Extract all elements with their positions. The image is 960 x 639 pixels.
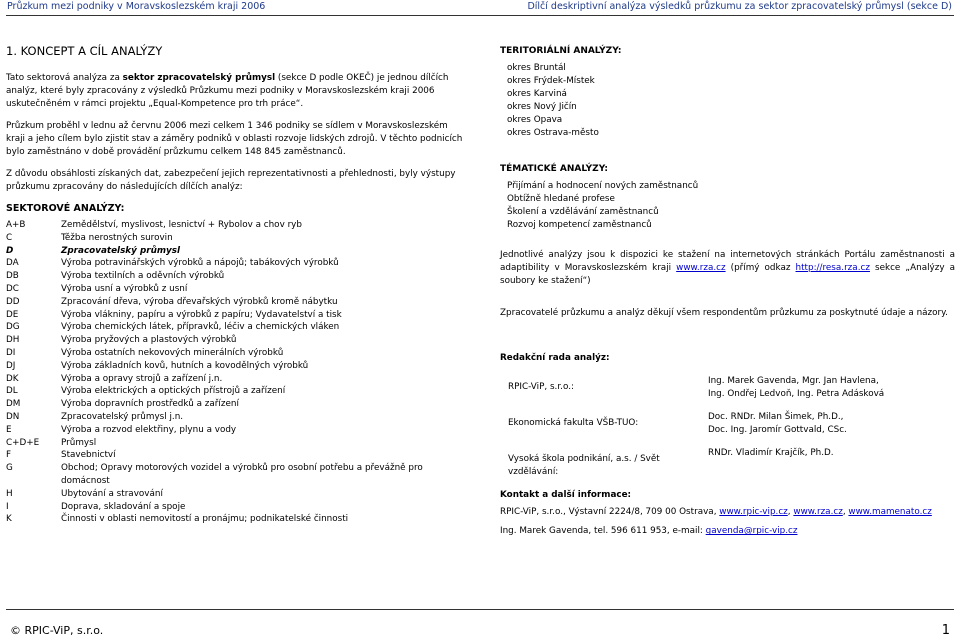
board-row	[508, 447, 955, 479]
sector-row	[6, 462, 464, 488]
sector-code: DE	[6, 309, 19, 320]
sector-code: DB	[6, 271, 19, 282]
sector-row	[6, 424, 464, 437]
contact-line-2	[500, 525, 955, 538]
sectoral-title: SEKTOROVÉ ANALÝZY:	[6, 203, 125, 214]
sector-code: DA	[6, 258, 19, 269]
download-text-c: sekce „Analýzy a soubory ke stažení“)	[500, 263, 956, 287]
territorial-list	[500, 62, 955, 140]
territorial-item: okres Karviná	[507, 89, 567, 99]
intro-text-a: Tato sektorová analýza za	[6, 73, 123, 83]
sector-code: DK	[6, 373, 19, 384]
mamenato-link[interactable]: www.mamenato.cz	[848, 507, 932, 518]
board-members	[708, 447, 955, 479]
thematic-item: Školení a vzdělávání zaměstnanců	[507, 207, 659, 217]
sector-code: DL	[6, 386, 18, 397]
sector-code: DJ	[6, 360, 16, 371]
header-right-title: Dílčí deskriptivní analýza výsledků průzkumu za sektor zpracovatelský průmysl (sekce D)	[527, 1, 952, 12]
sector-label: Zemědělství, myslivost, lesnictví + Rybolov a chov ryb	[61, 220, 302, 230]
board-member: RNDr. Vladimír Krajčík, Ph.D.	[708, 448, 834, 459]
rpic-link[interactable]: www.rpic-vip.cz	[719, 507, 788, 518]
sector-row	[6, 398, 464, 411]
sector-code: C+D+E	[6, 437, 40, 448]
contact-phone: Ing. Marek Gavenda, tel. 596 611 953, e-mail:	[500, 526, 706, 537]
sector-row	[6, 245, 464, 258]
section-title: 1. KONCEPT A CÍL ANALÝZY	[6, 44, 163, 58]
sector-code: DC	[6, 283, 19, 294]
sector-label: Výroba a rozvod elektřiny, plynu a vody	[61, 424, 237, 435]
intro-paragraph-1	[6, 72, 464, 111]
sector-row	[6, 385, 464, 398]
contact-sep-2: ,	[842, 507, 849, 518]
board-member: Doc. RNDr. Milan Šimek, Ph.D.,	[708, 412, 844, 423]
sector-label: Stavebnictví	[61, 450, 116, 461]
sector-label: Výroba pryžových a plastových výrobků	[61, 335, 237, 346]
board-members	[708, 411, 955, 437]
sector-code: F	[6, 450, 12, 461]
board-members	[708, 375, 955, 401]
resa-link[interactable]: http://resa.rza.cz	[795, 263, 870, 274]
sector-row	[6, 411, 464, 424]
page-number: 1	[941, 623, 950, 638]
board-organization: Vysoká škola podnikání, a.s. / Svět vzdělávání:	[508, 454, 660, 478]
sector-row	[6, 488, 464, 501]
sector-label: Výroba dopravních prostředků a zařízení	[61, 399, 239, 410]
sector-label: Výroba základních kovů, hutních a kovodělných výrobků	[61, 360, 309, 371]
contact-title: Kontakt a další informace:	[500, 490, 632, 501]
sector-code: DI	[6, 347, 16, 358]
sector-row	[6, 296, 464, 309]
sector-label: Výroba elektrických a optických přístrojů a zařízení	[61, 386, 286, 397]
footer-copyright: © RPIC-ViP, s.r.o.	[10, 624, 104, 637]
thematic-item: Přijímání a hodnocení nových zaměstnanců	[507, 181, 699, 191]
contact-address: RPIC-ViP, s.r.o., Výstavní 2224/8, 709 00 Ostrava,	[500, 507, 720, 518]
thematic-item: Obtížně hledané profese	[507, 194, 615, 204]
sector-row	[6, 449, 464, 462]
email-link[interactable]: gavenda@rpic-vip.cz	[705, 526, 798, 537]
territorial-item: okres Frýdek-Místek	[507, 76, 595, 86]
sector-label: Výroba usní a výrobků z usní	[61, 283, 188, 294]
sector-label: Průmysl	[61, 437, 97, 448]
territorial-title: TERITORIÁLNÍ ANALÝZY:	[500, 46, 622, 56]
header-divider	[6, 15, 954, 16]
sector-row	[6, 257, 464, 270]
rza-link-2[interactable]: www.rza.cz	[793, 507, 843, 518]
sector-label: Obchod; Opravy motorových vozidel a výrobků pro osobní potřebu a převážně pro domácnost	[61, 463, 423, 486]
sector-code: I	[6, 501, 9, 512]
sector-code: K	[6, 514, 12, 525]
sector-label: Výroba a opravy strojů a zařízení j.n.	[61, 373, 223, 384]
sector-code: DD	[6, 296, 20, 307]
board-member: Ing. Ondřej Ledvoň, Ing. Petra Adásková	[708, 389, 885, 400]
sector-code: DG	[6, 322, 20, 333]
sector-label: Výroba textilních a oděvních výrobků	[61, 271, 225, 282]
sector-code: DN	[6, 411, 20, 422]
board-title: Redakční rada analýz:	[500, 352, 610, 363]
thematic-list	[500, 180, 955, 232]
download-info	[500, 249, 955, 289]
contact-sep-1: ,	[787, 507, 794, 518]
sector-label: Zpracování dřeva, výroba dřevařských výrobků kromě nábytku	[61, 296, 338, 307]
download-text-b: (přímý odkaz	[725, 263, 796, 274]
footer-divider	[6, 609, 954, 610]
sector-code: DH	[6, 335, 20, 346]
board-list	[508, 375, 955, 479]
sector-row	[6, 270, 464, 283]
sector-row	[6, 283, 464, 296]
territorial-item: okres Ostrava-město	[507, 128, 599, 138]
board-organization: Ekonomická fakulta VŠB-TUO:	[508, 418, 639, 429]
board-member: Doc. Ing. Jaromír Gottvald, CSc.	[708, 425, 847, 436]
intro-paragraph-2: Průzkum proběhl v lednu až červnu 2006 mezi celkem 1 346 podniky se sídlem v Moravskoslezském kraji a jeho cílem bylo zjistit stav a záměry podniků v oblasti rozvoje lidských zdrojů. V těchto podnicích bylo zaměstnáno v době provádění průzkumu celkem 148 845 zaměstnanců.	[6, 121, 463, 157]
sector-code: H	[6, 488, 13, 499]
sector-code: D	[6, 245, 14, 256]
sector-row	[6, 437, 464, 450]
sector-code: DM	[6, 399, 21, 410]
intro-paragraph-3: Z důvodu obsáhlosti získaných dat, zabezpečení jejich reprezentativnosti a přehlednosti, byly výstupy průzkumu zpracovány do následujících dílčích analýz:	[6, 169, 456, 192]
sector-row	[6, 334, 464, 347]
sector-label: Zpracovatelský průmysl j.n.	[61, 411, 184, 422]
thematic-title: TÉMATICKÉ ANALÝZY:	[500, 164, 609, 174]
left-column	[6, 44, 464, 526]
sectoral-list	[6, 219, 464, 526]
sector-label: Těžba nerostných surovin	[61, 232, 173, 243]
sector-code: E	[6, 424, 12, 435]
rza-link[interactable]: www.rza.cz	[676, 263, 726, 274]
sector-label: Doprava, skladování a spoje	[61, 501, 186, 512]
sector-row	[6, 513, 464, 526]
intro-bold: sektor zpracovatelský průmysl	[122, 73, 276, 83]
sector-row	[6, 360, 464, 373]
right-column	[500, 46, 955, 539]
thematic-item: Rozvoj kompetencí zaměstnanců	[507, 220, 652, 230]
sector-row	[6, 347, 464, 360]
sector-row	[6, 321, 464, 334]
sector-code: G	[6, 463, 13, 474]
sector-code: A+B	[6, 220, 26, 230]
sector-label: Výroba potravinářských výrobků a nápojů; tabákových výrobků	[61, 258, 339, 269]
sector-row	[6, 501, 464, 514]
sector-code: C	[6, 232, 13, 243]
board-member: Ing. Marek Gavenda, Mgr. Jan Havlena,	[708, 376, 879, 387]
sector-label: Výroba ostatních nekovových minerálních výrobků	[61, 347, 284, 358]
territorial-item: okres Bruntál	[507, 63, 566, 73]
intro-text-b: (sekce D podle OKEČ) je jednou dílčích analýz, které byly zpracovány z výsledků Průzkumu mezi podniky v Moravskoslezském kraji 2006 uskutečněném v rámci projektu „Equal-Kompetence pro trh práce“.	[6, 73, 449, 109]
download-text-a: Jednotlivé analýzy jsou k dispozici ke stažení na internetových stránkách Portálu zaměstnanosti a adaptibility v Moravskoslezském kraji	[500, 250, 955, 274]
territorial-item: okres Opava	[507, 115, 563, 125]
header-left-title: Průzkum mezi podniky v Moravskoslezském kraji 2006	[7, 1, 266, 12]
board-organization: RPIC-ViP, s.r.o.:	[508, 382, 574, 393]
sector-row	[6, 309, 464, 322]
territorial-item: okres Nový Jičín	[507, 102, 577, 112]
sector-row	[6, 219, 464, 232]
sector-row	[6, 232, 464, 245]
contact-line-1	[500, 506, 955, 519]
sector-row	[6, 373, 464, 386]
sector-label: Výroba chemických látek, přípravků, léčiv a chemických vláken	[61, 322, 340, 333]
sector-label: Ubytování a stravování	[61, 488, 163, 499]
sector-label: Zpracovatelský průmysl	[61, 245, 180, 256]
thanks-text: Zpracovatelé průzkumu a analýz děkují všem respondentům průzkumu za poskytnuté údaje a názory.	[500, 307, 948, 318]
board-row	[508, 411, 955, 437]
sector-label: Výroba vlákniny, papíru a výrobků z papíru; Vydavatelství a tisk	[61, 309, 342, 320]
sector-label: Činnosti v oblasti nemovitostí a pronájmu; podnikatelské činnosti	[61, 514, 349, 525]
board-row	[508, 375, 955, 401]
